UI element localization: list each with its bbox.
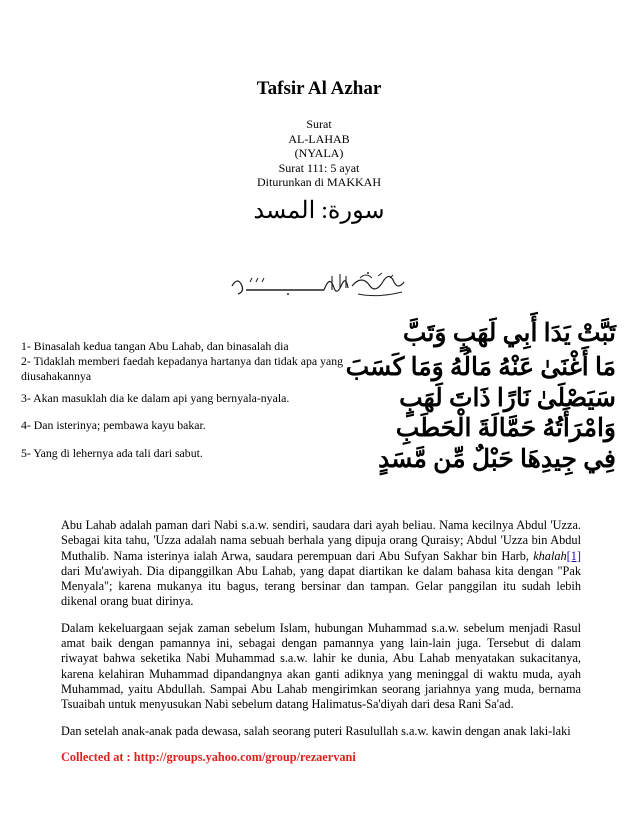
arabic-verse-4: وَامْرَأَتُهُ حَمَّالَةَ الْحَطَبِ: [395, 415, 616, 442]
surah-name-arabic: سورة: المسد: [253, 198, 385, 224]
translation-verse-4: 4- Dan isterinya; pembawa kayu bakar.: [21, 418, 206, 432]
commentary-body: [61, 518, 581, 750]
meta-line-label: Surat: [306, 117, 332, 131]
paragraph-2: Dalam kekeluargaan sejak zaman sebelum Islam, hubungan Muhammad s.a.w. sebelum menjadi Rasul amat baik dengan pamannya ini, sebagai dengan pamannya yang lain-lain juga. Tersebut di dalam riwayat bahwa seketika Nabi Muhammad s.a.w. lahir ke dunia, Abu Lahab menyatakan sukacitanya, karena kelahiran Muhammad dipandangnya akan ganti adiknya yang meninggal di waktu muda, ayah Muhammad, yaitu Abdullah. Sampai Abu Lahab mengirimkan seorang jariahnya yang muda, bernama Tsuaibah untuk menyusukan Nabi sebelum datang Halimatus-Sa'diyah dari desa Rani Sa'ad.: [61, 620, 581, 712]
arabic-verse-3: سَيَصْلَىٰ نَارًا ذَاتَ لَهَبٍ: [399, 385, 616, 412]
arabic-verse-1: تَبَّتْ يَدَا أَبِي لَهَبٍ وَتَبَّ: [402, 320, 616, 347]
translation-verse-3: 3- Akan masuklah dia ke dalam api yang bernyala-nyala.: [21, 391, 290, 405]
paragraph-1: [61, 518, 581, 610]
document-title: Tafsir Al Azhar: [256, 78, 382, 99]
meta-line-revelation: Diturunkan di MAKKAH: [257, 175, 381, 190]
translation-verse-2: 2- Tidaklah memberi faedah kepadanya hartanya dan tidak apa yang diusahakannya: [21, 354, 344, 383]
translation-verse-1: 1- Binasalah kedua tangan Abu Lahab, dan binasalah dia: [21, 339, 289, 353]
translation-verse-5: 5- Yang di lehernya ada tali dari sabut.: [21, 446, 203, 460]
meta-line-surah-name: AL-LAHAB: [288, 131, 350, 146]
paragraph-1-part-a: Abu Lahab adalah paman dari Nabi s.a.w. sendiri, saudara dari ayah beliau. Nama kecilnya Abdul 'Uzza. Sebagai kita tahu, 'Uzza adalah nama sebuah berhala yang dipuja orang Quraisy; Abdul 'Uzza bin Abdul Muthalib. Nama isterinya ialah Arwa, saudara perempuan dari Abu Sufyan Sakhar bin Harb,: [61, 518, 581, 563]
basmala-calligraphy: [228, 270, 408, 298]
arabic-verse-2: مَا أَغْنَىٰ عَنْهُ مَالُهُ وَمَا كَسَبَ: [345, 354, 616, 381]
paragraph-3: Dan setelah anak-anak pada dewasa, salah seorang puteri Rasulullah s.a.w. kawin dengan anak laki-laki: [61, 723, 571, 738]
paragraph-1-part-b: dari Mu'awiyah. Dia dipanggilkan Abu Lahab, yang dapat diartikan ke dalam bahasa kita dengan "Pak Menyala"; karena mukanya itu bagus, terang bersinar dan tampan. Gelar panggilan itu sudah lebih dikenal orang buat dirinya.: [61, 563, 581, 609]
term-khalah: khalah: [533, 548, 567, 563]
collected-at-footer: Collected at : http://groups.yahoo.com/group/rezaervani: [61, 750, 356, 764]
meta-line-verse-count: Surat 111: 5 ayat: [278, 160, 360, 175]
surah-meta: [0, 117, 638, 190]
meta-line-meaning: (NYALA): [294, 146, 344, 161]
arabic-verse-5: فِي جِيدِهَا حَبْلٌ مِّن مَّسَدٍ: [378, 446, 616, 473]
footnote-link-1[interactable]: [1]: [566, 548, 581, 563]
